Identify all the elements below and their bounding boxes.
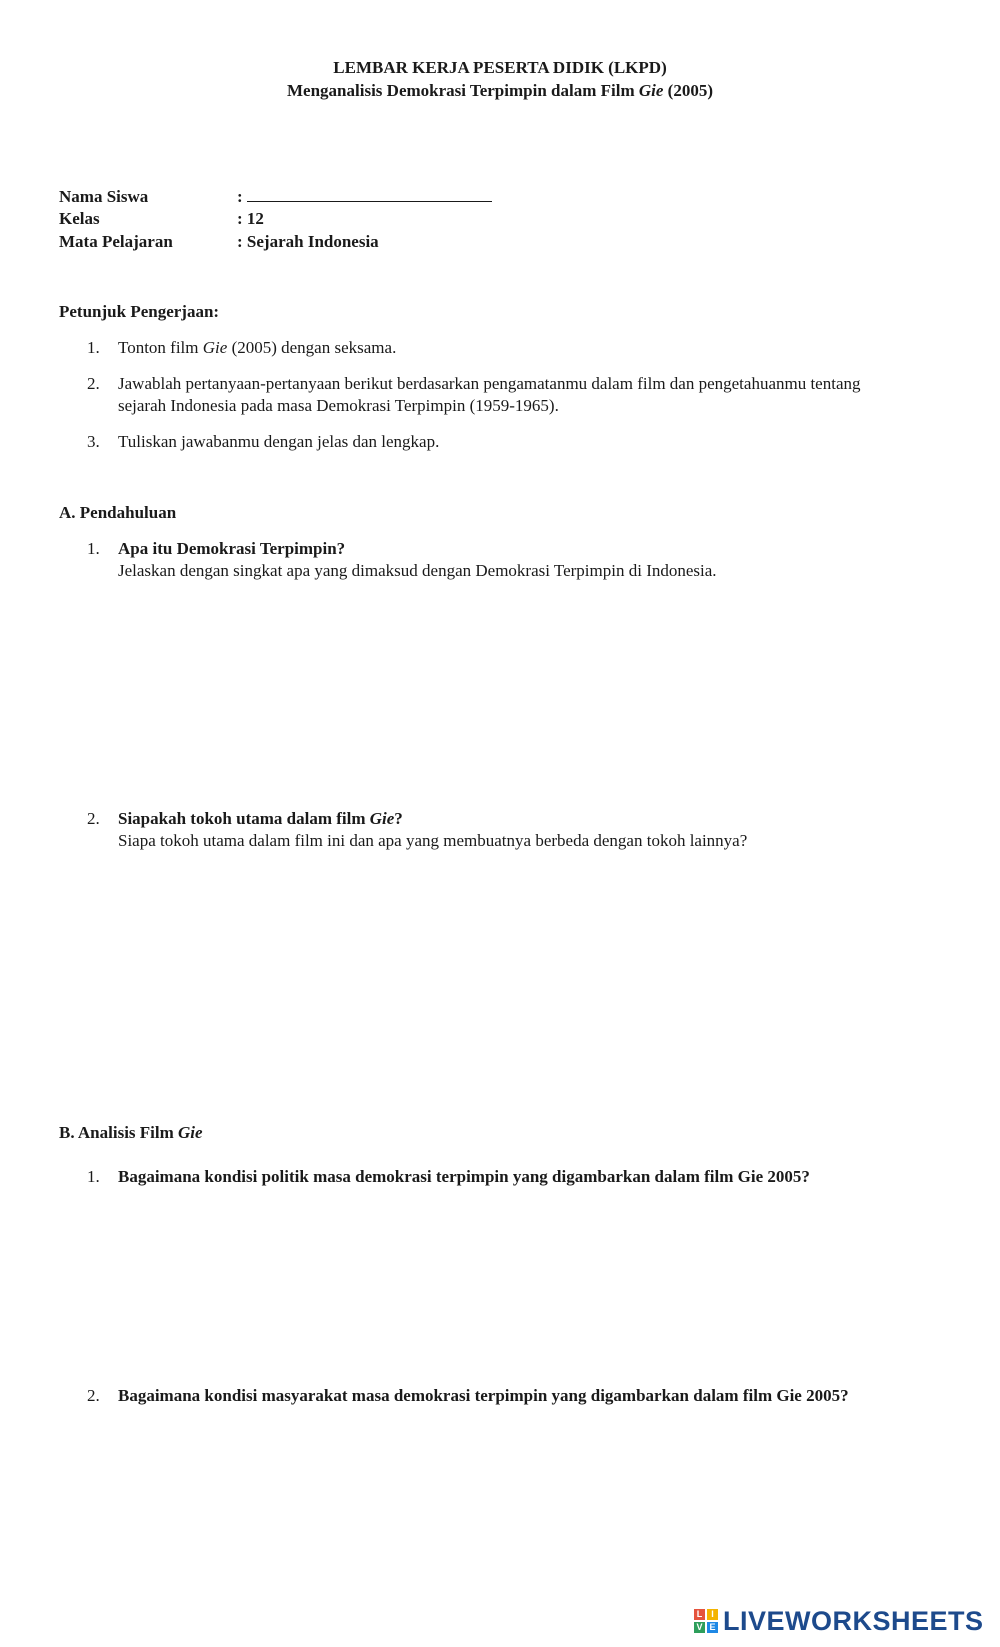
subtitle-film-title: Gie <box>638 81 664 100</box>
name-colon: : <box>237 187 243 206</box>
class-label: Kelas <box>59 209 100 228</box>
question-description: Jelaskan dengan singkat apa yang dimaksud dengan Demokrasi Terpimpin di Indonesia. <box>118 561 717 580</box>
section-b-heading <box>59 1123 203 1143</box>
section-a-heading: A. Pendahuluan <box>59 503 177 522</box>
subtitle-text: Menganalisis Demokrasi Terpimpin dalam Film <box>287 81 639 100</box>
answer-area-a1[interactable] <box>118 590 938 790</box>
question-number: 1. <box>87 1167 100 1186</box>
question-number: 2. <box>87 809 100 828</box>
instruction-number: 1. <box>87 338 100 357</box>
instructions-heading: Petunjuk Pengerjaan: <box>59 302 220 321</box>
logo-letter-v: V <box>694 1622 705 1633</box>
subject-label: Mata Pelajaran <box>59 232 173 251</box>
name-label: Nama Siswa <box>59 187 149 206</box>
question-title: Apa itu Demokrasi Terpimpin? <box>118 539 346 558</box>
page-title: LEMBAR KERJA PESERTA DIDIK (LKPD) <box>333 58 667 77</box>
answer-area-b2[interactable] <box>118 1417 938 1587</box>
instruction-number: 3. <box>87 432 100 451</box>
answer-area-a2[interactable] <box>118 860 938 1110</box>
instruction-item: Tuliskan jawabanmu dengan jelas dan lengkap. <box>118 432 440 451</box>
question-title: Bagaimana kondisi masyarakat masa demokrasi terpimpin yang digambarkan dalam film Gie 2005? <box>118 1386 849 1405</box>
instruction-item: Jawablah pertanyaan-pertanyaan berikut berdasarkan pengamatanmu dalam film dan pengetahuanmu tentang <box>118 374 861 393</box>
question-film-title: Gie <box>369 809 395 828</box>
instruction-number: 2. <box>87 374 100 393</box>
logo-letter-i: I <box>707 1609 718 1620</box>
instruction-text: Tonton film <box>118 338 203 357</box>
page-subtitle <box>0 81 1000 101</box>
logo-letter-e: E <box>707 1622 718 1633</box>
section-b-film-title: Gie <box>178 1123 203 1142</box>
liveworksheets-logo <box>694 1606 984 1636</box>
instruction-item-continued: sejarah Indonesia pada masa Demokrasi Terpimpin (1959-1965). <box>118 396 559 415</box>
class-value: : 12 <box>237 209 264 228</box>
instruction-item <box>118 338 396 358</box>
logo-letter-l: L <box>694 1609 705 1620</box>
logo-mark-icon <box>694 1609 718 1633</box>
logo-text: LIVEWORKSHEETS <box>723 1605 984 1636</box>
subtitle-year: (2005) <box>663 81 713 100</box>
answer-area-b1[interactable] <box>118 1198 938 1378</box>
instruction-text: (2005) dengan seksama. <box>227 338 397 357</box>
instruction-film-title: Gie <box>202 338 228 357</box>
name-blank-line[interactable] <box>247 187 492 202</box>
subject-value: : Sejarah Indonesia <box>237 232 379 251</box>
question-title-text: Siapakah tokoh utama dalam film <box>118 809 370 828</box>
question-title-text: ? <box>394 809 403 828</box>
question-number: 2. <box>87 1386 100 1405</box>
question-number: 1. <box>87 539 100 558</box>
question-title <box>118 809 403 829</box>
question-title: Bagaimana kondisi politik masa demokrasi terpimpin yang digambarkan dalam film Gie 2005? <box>118 1167 810 1186</box>
section-b-heading-text: B. Analisis Film <box>59 1123 179 1142</box>
question-description: Siapa tokoh utama dalam film ini dan apa yang membuatnya berbeda dengan tokoh lainnya? <box>118 831 748 850</box>
name-field[interactable] <box>237 187 492 207</box>
